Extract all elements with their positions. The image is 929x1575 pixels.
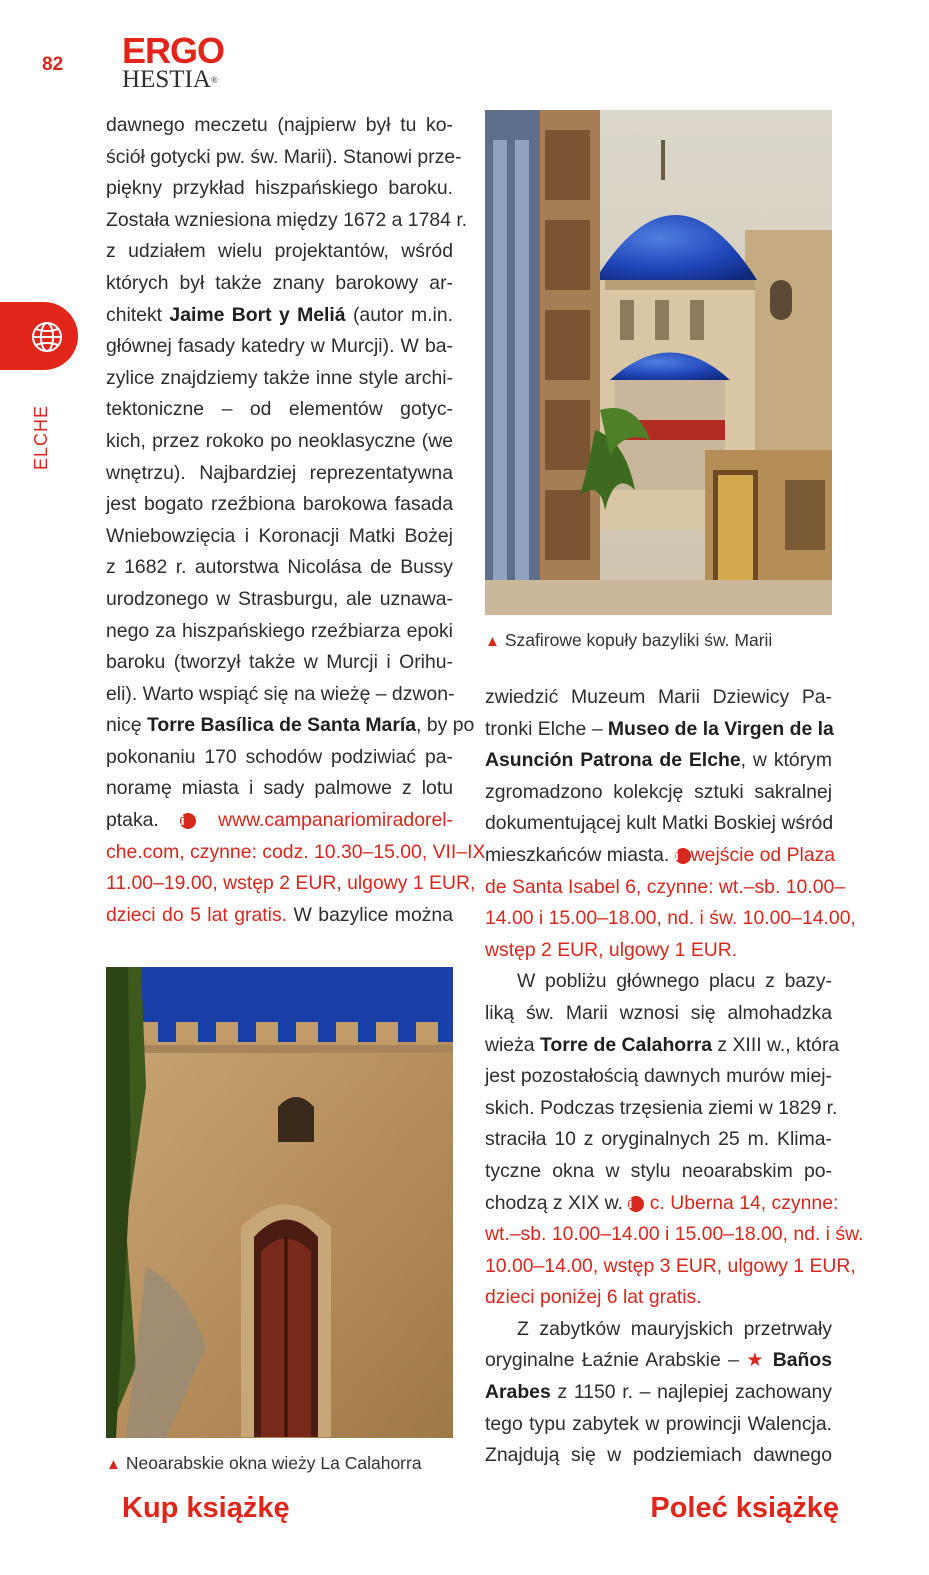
- text-line: tronki Elche – Museo de la Virgen de la: [485, 717, 834, 740]
- triangle-up-icon: ▲: [485, 633, 500, 650]
- text-line: skich. Podczas trzęsienia ziemi w 1829 r.: [485, 1096, 838, 1119]
- text-line: Znajdują się w podziemiach dawnego: [485, 1444, 832, 1467]
- text-line: chodzą z XIX w. i c. Uberna 14, czynne:: [485, 1191, 839, 1214]
- info-line: wstęp 2 EUR, ulgowy 1 EUR.: [485, 938, 738, 961]
- place-name: Torre Basílica de Santa María: [146, 714, 417, 737]
- recommend-book-link[interactable]: Poleć książkę: [650, 1492, 839, 1524]
- text-line: chitekt Jaime Bort y Meliá (autor m.in.: [106, 303, 454, 326]
- text-line: Arabes z 1150 r. – najlepiej zachowany: [485, 1381, 832, 1404]
- left-text-column: [106, 110, 486, 931]
- text-line: których był także znany barokowy ar-: [106, 271, 453, 294]
- text-line: eli). Warto wspiąć się na wieżę – dzwon-: [106, 682, 455, 705]
- text-line: liką św. Marii wznosi się almohadzka: [485, 1001, 832, 1024]
- logo-ergo: ERGO: [122, 30, 225, 71]
- calahorra-tower-photo: [106, 967, 453, 1438]
- text-line: tyczne okna w stylu neoarabskim po-: [485, 1159, 832, 1182]
- text-line: głównej fasady katedry w Murcji). W ba-: [106, 335, 453, 358]
- architect-name: Jaime Bort y Meliá: [169, 303, 346, 326]
- text-line: nego za hiszpańskiego rzeźbiarza epoki: [106, 619, 453, 642]
- text-line: pokonaniu 170 schodów podziwiać pa-: [106, 745, 453, 768]
- text-line: wieża Torre de Calahorra z XIII w., która: [485, 1033, 840, 1056]
- text-line: Z zabytków mauryjskich przetrwały: [517, 1317, 832, 1340]
- info-icon: i: [675, 848, 691, 864]
- text-line: jest bogato rzeźbiona barokowa fasada: [106, 493, 453, 516]
- basilica-domes-photo: [485, 110, 832, 615]
- globe-icon: [30, 320, 64, 354]
- info-line: che.com, czynne: codz. 10.30–15.00, VII–IX: [106, 840, 486, 863]
- text-line: zwiedzić Muzeum Marii Dziewicy Pa-: [485, 686, 832, 708]
- chapter-label: ELCHE: [31, 404, 51, 470]
- text-line: dawnego meczetu (najpierw był tu ko-: [106, 114, 453, 136]
- text-line: nicę Torre Basílica de Santa María, by po: [106, 714, 475, 737]
- star-icon: ★: [746, 1350, 766, 1372]
- text-line: Asunción Patrona de Elche, w którym: [485, 749, 832, 772]
- photo-caption: ▲ Neoarabskie okna wieży La Calahorra: [106, 1453, 422, 1473]
- text-line: wnętrzu). Najbardziej reprezentatywna: [106, 461, 453, 484]
- text-line: dzieci do 5 lat gratis. W bazylice można: [106, 903, 454, 926]
- text-line: z 1682 r. autorstwa Nicolása de Bussy: [106, 556, 453, 579]
- text-line: urodzonego w Strasburgu, ale uznawa-: [106, 587, 453, 610]
- text-line: W pobliżu głównego placu z bazy-: [517, 970, 832, 993]
- text-line: tektoniczne – od elementów gotyc-: [106, 398, 453, 421]
- buy-book-link[interactable]: Kup książkę: [122, 1492, 290, 1524]
- museum-name: Asunción Patrona de Elche: [485, 749, 741, 772]
- text-line: ściół gotycki pw. św. Marii). Stanowi prze-: [106, 145, 462, 168]
- text-line: piękny przykład hiszpańskiego baroku.: [106, 177, 453, 200]
- text-line: straciła 10 z oryginalnych 25 m. Klima-: [485, 1128, 832, 1151]
- text-line: dokumentującej kult Matki Boskiej wśród: [485, 812, 834, 835]
- website-link[interactable]: www.campanariomiradorel-: [218, 809, 453, 832]
- info-icon: i: [628, 1196, 644, 1212]
- text-line: oryginalne Łaźnie Arabskie – ★ Baños: [485, 1349, 832, 1372]
- text-line: jest pozostałością dawnych murów miej-: [485, 1065, 832, 1088]
- tower-name: Torre de Calahorra: [539, 1033, 713, 1056]
- photo-caption: ▲ Szafirowe kopuły bazyliki św. Marii: [485, 630, 773, 650]
- text-line: zgromadzono kolekcję sztuki sakralnej: [485, 780, 832, 803]
- baths-name: Baños: [772, 1349, 832, 1372]
- info-line: dzieci poniżej 6 lat gratis.: [485, 1286, 702, 1309]
- logo-hestia: HESTIA®: [122, 66, 218, 93]
- museum-name: Museo de la Virgen de la: [607, 717, 834, 740]
- text-line: mieszkańców miasta. i wejście od Plaza: [485, 843, 836, 866]
- text-line: noramę miasta i sady palmowe z lotu: [106, 777, 453, 800]
- text-line: z udziałem wielu projektantów, wśród: [106, 240, 453, 263]
- baths-name: Arabes: [485, 1381, 551, 1404]
- text-line: Wniebowzięcia i Koronacji Matki Bożej: [106, 524, 453, 547]
- text-line: Została wzniesiona między 1672 a 1784 r.: [106, 208, 468, 231]
- info-line: 11.00–19.00, wstęp 2 EUR, ulgowy 1 EUR,: [106, 872, 476, 895]
- text-line: zylice znajdziemy także inne style archi-: [106, 366, 453, 389]
- triangle-up-icon: ▲: [106, 1456, 121, 1473]
- info-line: de Santa Isabel 6, czynne: wt.–sb. 10.00–: [485, 875, 846, 898]
- info-line: wt.–sb. 10.00–14.00 i 15.00–18.00, nd. i św.: [485, 1223, 864, 1246]
- ergo-hestia-logo: [122, 30, 232, 93]
- info-icon: i: [180, 813, 196, 829]
- text-line: kich, przez rokoko po neoklasyczne (we: [106, 429, 453, 452]
- text-line: ptaka. i www.campanariomiradorel-: [106, 809, 453, 832]
- info-line: 10.00–14.00, wstęp 3 EUR, ulgowy 1 EUR,: [485, 1254, 856, 1277]
- text-line: tego typu zabytek w prowincji Walencja.: [485, 1412, 832, 1435]
- text-line: baroku (tworzył także w Murcji i Orihu-: [106, 651, 453, 674]
- page-number: 82: [42, 54, 64, 75]
- right-text-column: [485, 682, 864, 1472]
- info-line: 14.00 i 15.00–18.00, nd. i św. 10.00–14.00,: [485, 907, 856, 930]
